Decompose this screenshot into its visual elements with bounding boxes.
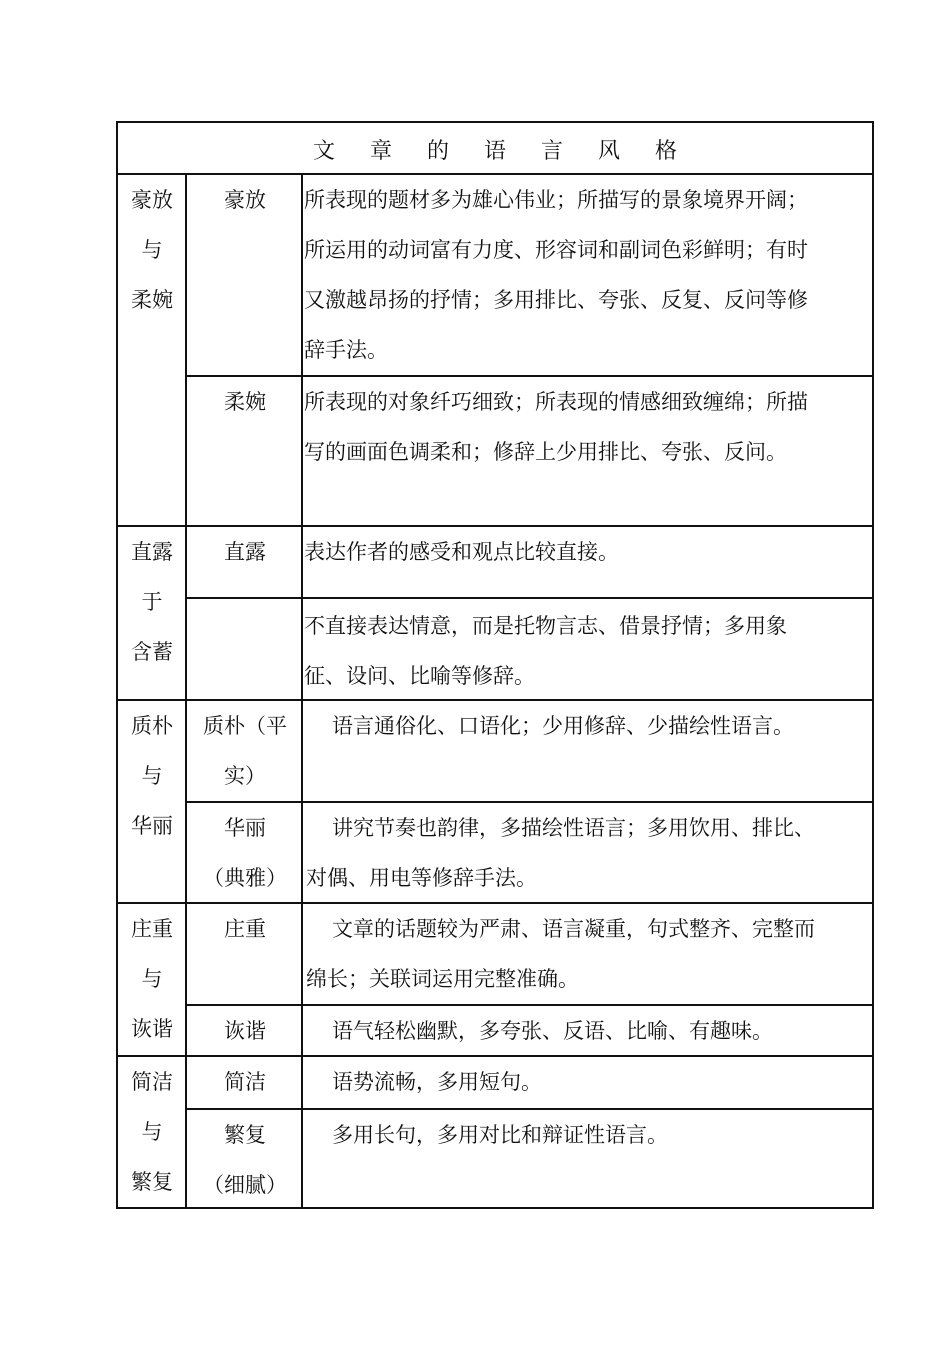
style-label: 质朴（平 实） <box>203 714 287 788</box>
style-description: 所表现的题材多为雄心伟业；所描写的景象境界开阔；所运用的动词富有力度、形容词和副词色彩鲜明；有时又激越昂扬的抒情；多用排比、夸张、反复、反问等修辞手法。 <box>304 188 808 362</box>
style-description: 表达作者的感受和观点比较直接。 <box>304 540 619 564</box>
language-style-table <box>116 121 874 1209</box>
table-title: 文 章 的 语 言 风 格 <box>313 138 691 164</box>
style-description: 语势流畅，多用短句。 <box>332 1070 542 1094</box>
group-label: 庄重 与 诙谐 <box>131 917 173 1041</box>
style-label: 柔婉 <box>224 390 266 414</box>
style-description: 讲究节奏也韵律，多描绘性语言；多用饮用、排比、对偶、用电等修辞手法。 <box>306 816 815 890</box>
group-label: 简洁 与 繁复 <box>131 1070 173 1194</box>
group-label: 直露 于 含蓄 <box>131 540 173 664</box>
style-label: 简洁 <box>224 1070 266 1094</box>
group-label-line: 豪放 <box>131 188 173 212</box>
style-description: 多用长句，多用对比和辩证性语言。 <box>332 1123 668 1147</box>
style-label: 诙谐 <box>224 1019 266 1043</box>
group-label-line: 柔婉 <box>131 288 173 312</box>
group-label-line: 与 <box>141 238 163 262</box>
style-label: 豪放 <box>224 188 266 212</box>
group-label: 质朴 与 华丽 <box>131 714 173 838</box>
style-label: 华丽 （典雅） <box>203 816 287 890</box>
style-label: 繁复 （细腻） <box>203 1123 287 1197</box>
style-description: 语气轻松幽默，多夸张、反语、比喻、有趣味。 <box>332 1019 773 1043</box>
style-description: 语言通俗化、口语化；少用修辞、少描绘性语言。 <box>332 714 794 738</box>
style-description: 文章的话题较为严肃、语言凝重，句式整齐、完整而绵长；关联词运用完整准确。 <box>306 917 815 991</box>
style-label: 庄重 <box>224 917 266 941</box>
style-label: 直露 <box>224 540 266 564</box>
style-description: 不直接表达情意，而是托物言志、借景抒情；多用象征、设问、比喻等修辞。 <box>304 614 787 688</box>
row-divider <box>187 597 872 599</box>
group-label <box>118 175 186 325</box>
style-description: 所表现的对象纤巧细致；所表现的情感细致缠绵；所描写的画面色调柔和；修辞上少用排比、夸张、反问。 <box>304 390 808 464</box>
